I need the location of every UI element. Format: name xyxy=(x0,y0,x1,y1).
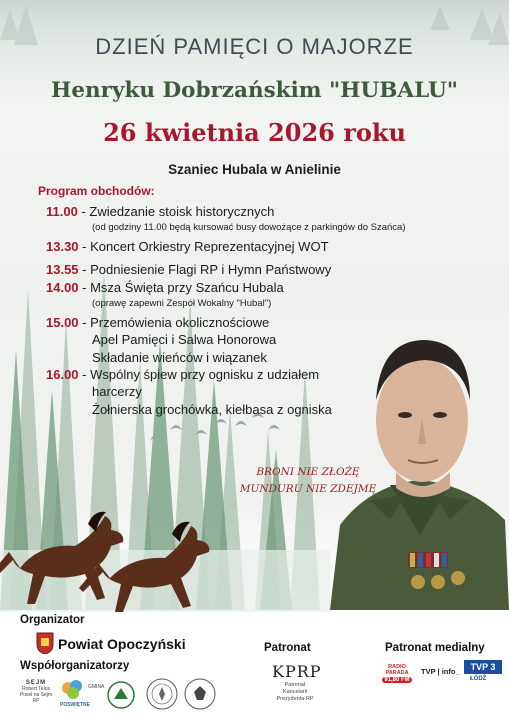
coorganizers-label: Współorganizatorzy xyxy=(20,660,130,672)
quote-line-2: MUNDURU NIE ZDEJMĘ xyxy=(239,483,377,495)
radio-parada-name: RADIO PARADA xyxy=(385,664,409,676)
event-place: Szaniec Hubala w Anielinie xyxy=(168,162,341,177)
program-time: 16.00 xyxy=(46,367,79,382)
scouts-line: harcerzy xyxy=(92,384,142,399)
organizer-name: Powiat Opoczyński xyxy=(58,636,186,652)
galloping-horses xyxy=(0,508,225,618)
association-seal-icon xyxy=(146,678,178,710)
apel-line: Apel Pamięci i Salwa Honorowa xyxy=(92,332,277,347)
gmina-caption: GMINA xyxy=(88,684,105,690)
program-text: - Msza Święta przy Szańcu Hubala xyxy=(78,280,284,295)
tvp3-city: ŁÓDŹ xyxy=(470,676,487,682)
program-heading: Program obchodów: xyxy=(38,184,155,198)
food-line: Żołnierska grochówka, kiełbasa z ogniska xyxy=(92,402,332,417)
bus-note: (od godziny 11.00 będą kursować busy dowożące z parkingów do Szańca) xyxy=(92,222,406,233)
event-title: DZIEŃ PAMIĘCI O MAJORZE xyxy=(95,34,414,59)
program-text: - Podniesienie Flagi RP i Hymn Państwowy xyxy=(78,262,332,277)
program-time: 14.00 xyxy=(46,280,79,295)
program-text: - Przemówienia okolicznościowe xyxy=(78,315,270,330)
program-row-1400 xyxy=(46,280,284,295)
poswietne-logo-text: POSWIĘTNE xyxy=(59,702,90,708)
program-time: 13.55 xyxy=(46,262,79,277)
program-text: - Wspólny śpiew przy ognisku z udziałem xyxy=(78,367,320,382)
program-row-1100 xyxy=(46,204,274,219)
program-text: - Zwiedzanie stoisk historycznych xyxy=(77,204,275,219)
honoree-name: Henryku Dobrzańskim "HUBALU" xyxy=(51,78,458,103)
partner-logo-icon xyxy=(106,680,136,710)
choir-note: (oprawę zapewni Zespół Wokalny "Hubal") xyxy=(92,298,272,309)
media-patronage-label: Patronat medialny xyxy=(385,642,485,654)
program-row-1330 xyxy=(46,239,329,254)
program-time: 11.00 xyxy=(46,204,78,219)
major-hubal-portrait xyxy=(330,320,509,610)
kprp-logo: KPRP xyxy=(272,662,322,681)
poswietne-balloons-icon xyxy=(60,678,86,702)
radio-parada-frequency: 91,80 FM xyxy=(382,677,412,683)
patronage-label: Patronat xyxy=(264,642,311,654)
wreaths-line: Składanie wieńców i wiązanek xyxy=(92,350,267,365)
tvp3-logo: TVP 3 xyxy=(464,660,502,674)
program-row-1355 xyxy=(46,262,331,277)
tvp-info-logo: TVP | info_ xyxy=(421,667,460,676)
kprp-caption: Patronat Kancelarii Prezydenta RP xyxy=(276,682,314,702)
program-text: - Koncert Orkiestry Reprezentacyjnej WOT xyxy=(78,239,329,254)
program-time: 15.00 xyxy=(46,315,79,330)
sejm-caption-2: Poseł na Sejm RP xyxy=(19,692,53,704)
eagle-seal-icon xyxy=(184,678,216,710)
radio-parada-logo xyxy=(376,664,418,682)
sejm-caption-1: Robert Telus xyxy=(22,686,50,692)
program-time: 13.30 xyxy=(46,239,79,254)
sejm-logo xyxy=(18,680,54,710)
program-row-1500 xyxy=(46,315,269,330)
quote-line-1: BRONI NIE ZŁOŻĘ xyxy=(256,466,360,478)
event-date: 26 kwietnia 2026 roku xyxy=(103,118,406,147)
county-coat-of-arms-icon xyxy=(36,632,54,654)
program-row-1600 xyxy=(46,367,319,382)
sejm-logo-text: SEJM xyxy=(25,680,47,686)
organizer-label: Organizator xyxy=(20,614,85,626)
